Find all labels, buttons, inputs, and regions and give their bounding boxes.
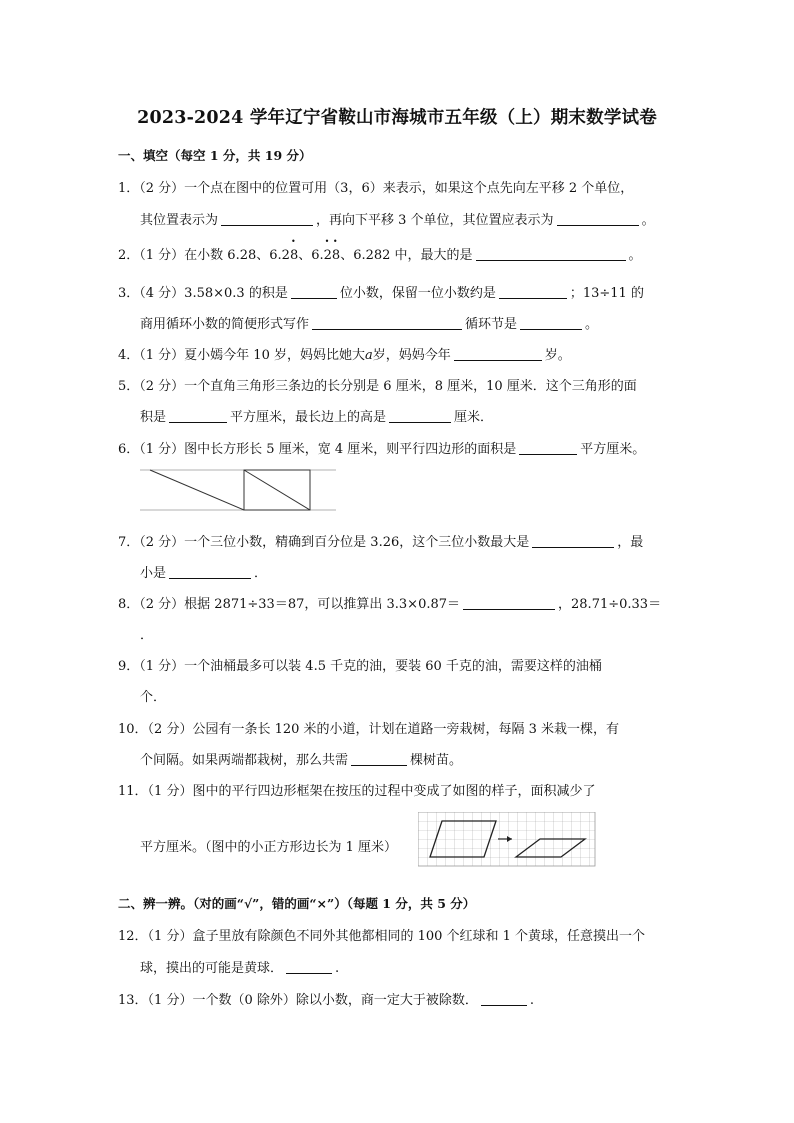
- question-5-line-1: 5．（2 分）一个直角三角形三条边的长分别是 6 厘米，8 厘米，10 厘米．这个三角形的面: [118, 379, 637, 394]
- q5-text-b: 积是: [140, 410, 167, 425]
- q13-text-a: 13．（1 分）一个数（0 除外）除以小数，商一定大于被除数．: [118, 993, 478, 1008]
- q3-text-c: ；13÷11 的: [569, 286, 644, 301]
- q7-text-b: ，最: [617, 535, 644, 550]
- q13-text-b: .: [529, 993, 534, 1008]
- q1-text-b: 其位置表示为: [140, 213, 219, 228]
- q5-text-d: 厘米．: [454, 410, 494, 425]
- q4-text-b: 岁，妈妈今年: [372, 348, 451, 363]
- q10-text-b: 个间隔。如果两端都栽树，那么共需: [140, 753, 349, 768]
- question-4: [118, 344, 571, 363]
- q3-blank-4[interactable]: [520, 317, 582, 330]
- q4-blank-1[interactable]: [454, 348, 542, 361]
- q10-blank-1[interactable]: [351, 753, 407, 766]
- parallelogram-grid-figure: [418, 812, 598, 868]
- page-title: 2023-2024 学年辽宁省鞍山市海城市五年级（上）期末数学试卷: [137, 108, 657, 128]
- question-10-line-1: 10．（2 分）公园有一条长 120 米的小道，计划在道路一旁栽树，每隔 3 米栽一棵，有: [118, 722, 620, 737]
- question-1-line-2: [140, 209, 655, 228]
- q3-text-a: 3．（4 分）3.58×0.3 的积是: [118, 286, 288, 301]
- question-7-line-2: [140, 562, 267, 581]
- question-11-line-2: 平方厘米。（图中的小正方形边长为 1 厘米）: [140, 840, 398, 855]
- question-5-line-2: [140, 406, 493, 425]
- rectangle-parallelogram-figure: [140, 466, 340, 514]
- q2-text-c: 、6.282 中，最大的是: [340, 248, 473, 263]
- q1-blank-1[interactable]: [221, 213, 313, 226]
- q8-text-a: 8．（2 分）根据 2871÷33＝87，可以推算出 3.3×0.87＝: [118, 597, 461, 612]
- q1-blank-2[interactable]: [557, 213, 639, 226]
- q5-blank-1[interactable]: [169, 410, 227, 423]
- q1-text-d: 。: [641, 213, 655, 228]
- q1-text-c: ，再向下平移 3 个单位，其位置应表示为: [316, 213, 554, 228]
- q2-text-a: 2．（1 分）在小数 6.28、6.2: [118, 248, 290, 263]
- question-3-line-1: [118, 282, 644, 301]
- q3-text-d: 商用循环小数的简便形式写作: [140, 317, 310, 332]
- q12-blank-1[interactable]: [286, 961, 332, 974]
- q5-blank-2[interactable]: [389, 410, 451, 423]
- q4-text-c: 岁。: [544, 348, 571, 363]
- question-10-line-2: [140, 749, 462, 768]
- question-11-line-1: 11．（1 分）图中的平行四边形框架在按压的过程中变成了如图的样子，面积减少了: [118, 784, 596, 799]
- repeating-digit-1: 8 •: [290, 248, 298, 263]
- q4-text-a: 4．（1 分）夏小嫣今年 10 岁，妈妈比她大: [118, 348, 365, 363]
- q2-text-d: 。: [628, 248, 642, 263]
- q12-text-c: .: [335, 961, 340, 976]
- q3-blank-2[interactable]: [499, 286, 567, 299]
- question-2: [118, 244, 642, 263]
- q7-blank-2[interactable]: [169, 566, 251, 579]
- q3-text-e: 循环节是: [465, 317, 518, 332]
- question-8-line-2: ．: [140, 628, 154, 643]
- question-3-line-2: [140, 313, 598, 332]
- variable-a: a: [364, 348, 373, 363]
- q8-text-b: ，28.71÷0.33＝: [558, 597, 662, 612]
- q2-blank-1[interactable]: [476, 248, 626, 261]
- q7-text-c: 小是: [140, 566, 167, 581]
- q7-text-a: 7．（2 分）一个三位小数，精确到百分位是 3.26，这个三位小数最大是: [118, 535, 530, 550]
- question-9-line-2: 个．: [140, 690, 167, 705]
- section-heading-true-false: 二、辨一辨。（对的画“√”，错的画“×”）（每题 1 分，共 5 分）: [118, 896, 476, 911]
- q10-text-c: 棵树苗。: [410, 753, 463, 768]
- repeating-digit-2: 2 •: [324, 248, 332, 263]
- q2-text-b: 、6.: [298, 248, 324, 263]
- question-1-line-1: 1．（2 分）一个点在图中的位置可用（3，6）来表示，如果这个点先向左平移 2 个单位，: [118, 181, 634, 196]
- question-13: [118, 989, 534, 1008]
- q8-blank-1[interactable]: [463, 597, 555, 610]
- q3-text-b: 位小数，保留一位小数约是: [339, 286, 496, 301]
- q5-text-c: 平方厘米，最长边上的高是: [230, 410, 387, 425]
- question-7-line-1: [118, 531, 643, 550]
- question-12-line-1: 12．（1 分）盒子里放有除颜色不同外其他都相同的 100 个红球和 1 个黄球，任意摸出一个: [118, 929, 646, 944]
- question-9-line-1: 9．（1 分）一个油桶最多可以装 4.5 千克的油，要装 60 千克的油，需要这样的油桶: [118, 659, 602, 674]
- repeating-digit-3: 8 •: [332, 248, 340, 263]
- q13-blank-1[interactable]: [481, 993, 527, 1006]
- q6-blank-1[interactable]: [519, 442, 577, 455]
- q3-blank-3[interactable]: [312, 317, 462, 330]
- q6-text-a: 6．（1 分）图中长方形长 5 厘米，宽 4 厘米，则平行四边形的面积是: [118, 442, 517, 457]
- q12-text-b: 球，摸出的可能是黄球．: [140, 961, 284, 976]
- question-6: [118, 438, 645, 457]
- question-8-line-1: [118, 593, 661, 612]
- q3-blank-1[interactable]: [291, 286, 337, 299]
- q7-blank-1[interactable]: [532, 535, 614, 548]
- q7-text-d: ．: [254, 566, 268, 581]
- section-heading-fill-in: 一、填空（每空 1 分，共 19 分）: [118, 148, 312, 163]
- q6-text-b: 平方厘米。: [580, 442, 646, 457]
- q3-text-f: 。: [585, 317, 599, 332]
- question-12-line-2: [140, 957, 339, 976]
